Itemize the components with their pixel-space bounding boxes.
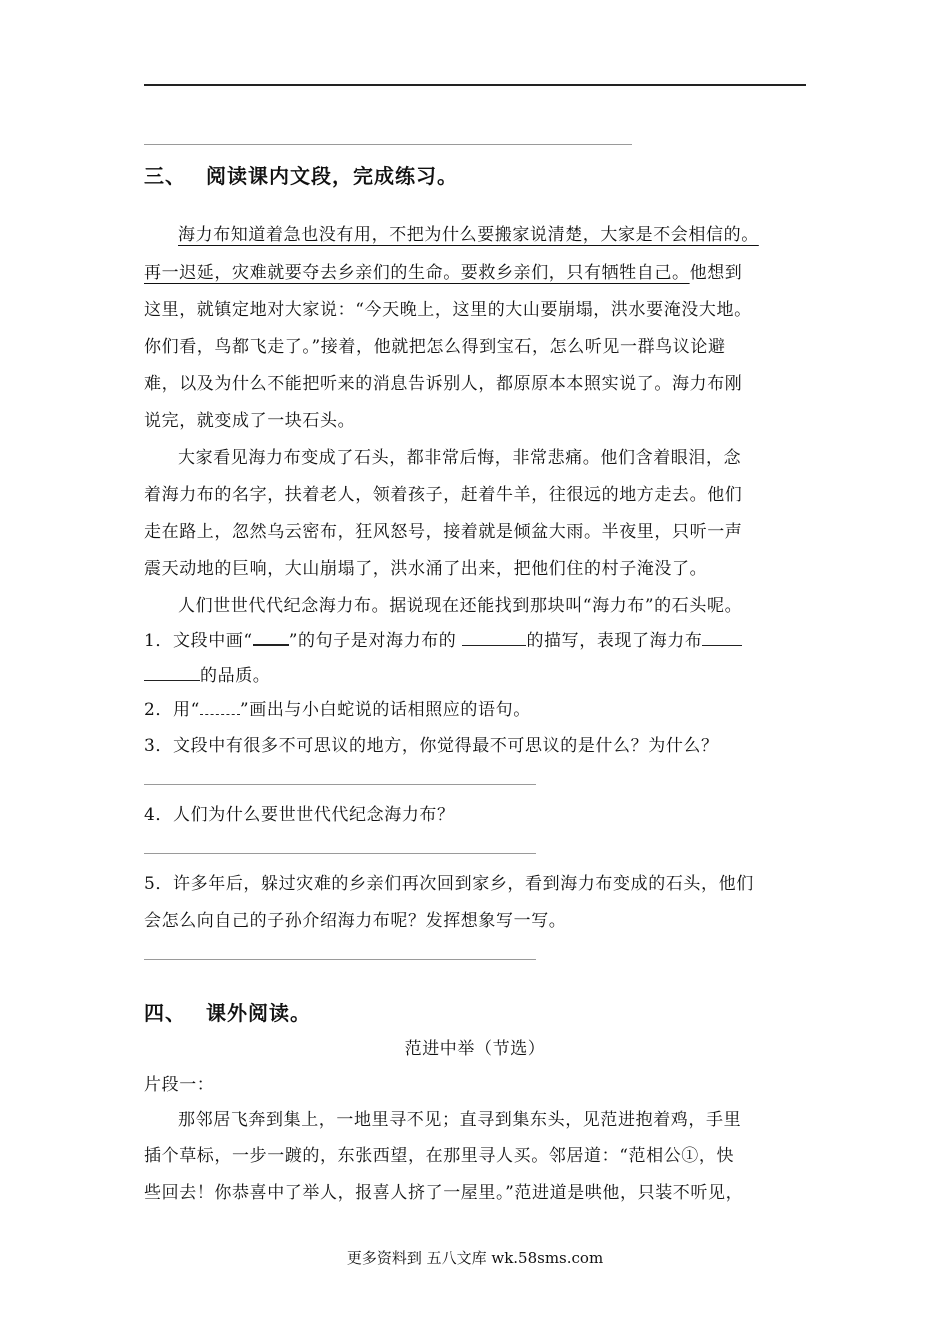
passage-line <box>178 220 818 245</box>
underlined-sentence: 再一迟延，灾难就要夺去乡亲们的生命。要救乡亲们，只有牺牲自己。 <box>144 263 690 283</box>
passage-line: 些回去！你恭喜中了举人，报喜人挤了一屋里。”范进道是哄他，只装不听见， <box>144 1183 744 1203</box>
article-title: 范进中举（节选） <box>404 1039 546 1059</box>
part-label: 片段一： <box>144 1075 215 1095</box>
question-2: 2．用“ ”画出与小白蛇说的话相照应的语句。 <box>144 700 531 720</box>
passage-line: 这里，就镇定地对大家说：“今天晚上，这里的大山要崩塌，洪水要淹没大地。 <box>144 300 752 320</box>
passage-line: 人们世世代代纪念海力布。据说现在还能找到那块叫“海力布”的石头呢。 <box>178 596 743 616</box>
footer-link[interactable]: 更多资料到 五八文库 wk.58sms.com <box>346 1249 604 1267</box>
passage-line: 那邻居飞奔到集上，一地里寻不见；直寻到集东头，见范进抱着鸡，手里 <box>178 1110 742 1130</box>
section-4-heading <box>144 997 311 1026</box>
underline-sample <box>200 700 240 715</box>
passage-line: 走在路上，忽然乌云密布，狂风怒号，接着就是倾盆大雨。半夜里，只听一声 <box>144 522 743 542</box>
answer-blank[interactable] <box>462 631 526 646</box>
question-5-cont: 会怎么向自己的子孙介绍海力布呢？发挥想象写一写。 <box>144 911 567 931</box>
answer-blank[interactable] <box>144 666 200 681</box>
section-3-title: 阅读课内文段，完成练习。 <box>206 164 458 188</box>
answer-line[interactable] <box>144 959 536 960</box>
passage-line: 插个草标，一步一踱的，东张西望，在那里寻人买。邻居道：“范相公①，快 <box>144 1146 735 1166</box>
passage-line: 说完，就变成了一块石头。 <box>144 411 356 431</box>
question-1: 1．文段中画“ ”的句子是对海力布的 的描写，表现了海力布 <box>144 626 814 651</box>
underline-sample <box>253 630 289 646</box>
section-4-title: 课外阅读。 <box>206 1001 311 1025</box>
answer-line[interactable] <box>144 853 536 854</box>
question-4: 4．人们为什么要世世代代纪念海力布？ <box>144 805 455 825</box>
passage-line: 你们看，鸟都飞走了。”接着，他就把怎么得到宝石，怎么听见一群鸟议论避 <box>144 337 726 357</box>
top-rule <box>144 84 806 86</box>
underlined-sentence: 海力布知道着急也没有用，不把为什么要搬家说清楚，大家是不会相信的。 <box>178 225 759 245</box>
passage-line: 难，以及为什么不能把听来的消息告诉别人，都原原本本照实说了。海力布刚 <box>144 374 743 394</box>
question-5: 5．许多年后，躲过灾难的乡亲们再次回到家乡，看到海力布变成的石头，他们 <box>144 874 754 894</box>
answer-line[interactable] <box>144 784 536 785</box>
section-4-number: 四、 <box>144 1001 186 1025</box>
passage-line: 震天动地的巨响，大山崩塌了，洪水涌了出来，把他们住的村子淹没了。 <box>144 559 708 579</box>
passage-line: 再一迟延，灾难就要夺去乡亲们的生命。要救乡亲们，只有牺牲自己。他想到 <box>144 263 743 283</box>
question-3: 3．文段中有很多不可思议的地方，你觉得最不可思议的是什么？为什么？ <box>144 736 719 756</box>
question-1-cont: 的品质。 <box>144 661 814 686</box>
answer-blank[interactable] <box>702 631 742 646</box>
section-3-heading <box>144 160 458 189</box>
passage-line: 着海力布的名字，扶着老人，领着孩子，赶着牛羊，往很远的地方走去。他们 <box>144 485 743 505</box>
answer-line <box>144 144 632 145</box>
section-3-number: 三、 <box>144 164 186 188</box>
passage-line: 大家看见海力布变成了石头，都非常后悔，非常悲痛。他们含着眼泪，念 <box>178 448 742 468</box>
